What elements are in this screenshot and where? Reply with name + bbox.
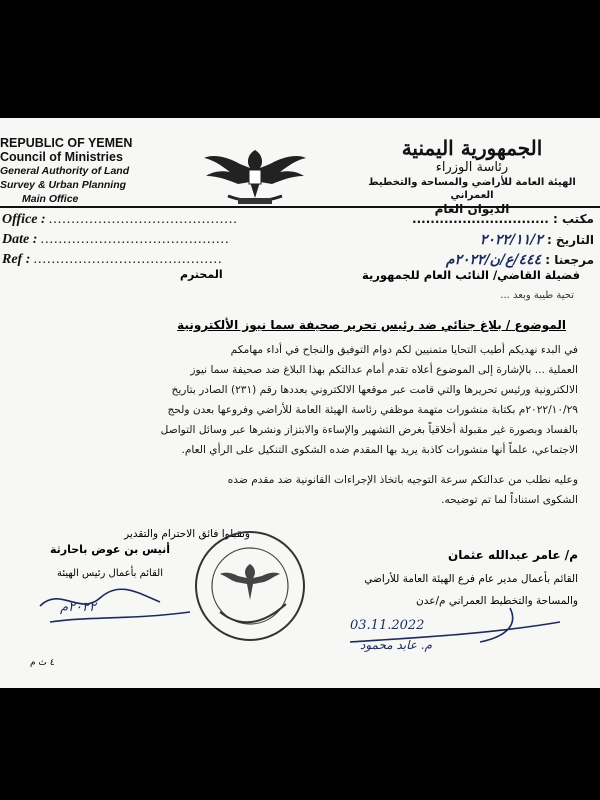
letter-subject: الموضوع / بلاغ جنائي ضد رئيس تحرير صحيفة سما نيوز الألكترونية: [177, 318, 566, 332]
body-line: الاجتماعي، علماً أنها منشورات كاذبة يريد بها المقدم ضده الشكوى التنكيل على الرأي العام.: [181, 444, 578, 456]
letter-body: [22, 340, 578, 510]
signatory-role-left: القائم بأعمال رئيس الهيئة: [56, 568, 163, 579]
signatory-name-right: م/ عامر عبدالله عثمان: [447, 548, 578, 562]
ref-value-ar: ٤٤٤/ع/ن/٢٠٢٢م: [445, 252, 542, 268]
ref-field-en: [2, 252, 223, 268]
arabic-header: [352, 136, 592, 217]
office-field-en: [2, 212, 238, 228]
letter-page: [0, 118, 600, 688]
english-header: [0, 136, 160, 206]
letter-greeting: تحية طيبة وبعد ...: [500, 290, 574, 301]
date-field-en: [2, 232, 230, 248]
date-label-ar: التاريخ :: [546, 233, 594, 247]
office-label-ar: مكتب :: [553, 212, 594, 226]
request-line-2: الشكوى استناداً لما تم توضيحه.: [441, 494, 578, 506]
header-divider: [0, 206, 600, 208]
office-label-en: Office :: [2, 212, 46, 227]
header-ar-line4: الديوان العام: [434, 202, 510, 216]
handwritten-date-right: 03.11.2022: [350, 618, 425, 633]
office-dots: ..........................................: [49, 212, 239, 227]
header-ar-line1: الجمهورية اليمنية: [401, 136, 543, 160]
letter-addressee: فضيلة القاضي/ النائب العام للجمهورية: [361, 268, 580, 282]
yemen-eagle-emblem: [200, 144, 310, 208]
request-line: وعليه نطلب من عدالتكم سرعة التوجيه باتخاذ الإجراءات القانونية ضد مقدم ضده: [227, 474, 578, 486]
header-en-line4: Survey & Urban Planning: [0, 179, 127, 191]
header-en-line5: Main Office: [22, 193, 79, 205]
ref-dots: ..........................................: [33, 252, 223, 267]
body-line: ٢٠٢٢/١٠/٢٩م بكتابة منشورات متهمة موظفي رئاسة الهيئة العامة للأراضي وفروعها بعدن ولحج: [167, 404, 578, 416]
header-ar-line3: الهيئة العامة للأراضي والمساحة والتخطيط العمراني: [368, 177, 576, 201]
body-line: بالفساد وبصورة غير مقبولة أخلاقياً بغرض التشهير والإساءة والابتزاز ونشرها عبر وسائل التواصل: [160, 424, 578, 436]
office-field-ar: مكتب : ..............................: [412, 212, 594, 226]
signature-block-left: [30, 543, 190, 579]
signatory-role-right-2: والمساحة والتخطيط العمراني م/عدن: [415, 595, 578, 607]
official-stamp: [190, 526, 310, 646]
handwritten-note: م. عابد محمود: [360, 638, 432, 652]
signatory-name-left: أنيس بن عوض باحارثة: [49, 543, 171, 556]
date-value-ar: ٢٠٢٢/١١/٢: [479, 232, 543, 248]
body-line: الالكترونية ورئيس تحريرها والتي قامت عبر موقعها الالكتروني بعددها رقم (٢٣١) الصادر بتاريخ: [171, 384, 578, 396]
ref-field-ar: [446, 252, 594, 268]
footer-reference: ٤ ث م: [30, 658, 55, 668]
body-line: في البدء نهديكم أطيب التحايا متمنيين لكم دوام التوفيق والنجاح في أداء مهامكم: [230, 344, 578, 356]
date-label-en: Date :: [2, 232, 38, 247]
handwritten-date-left: ٢٠٢٢م: [60, 600, 96, 615]
handwritten-signature-left: [30, 576, 200, 636]
header-en-line2: Council of Ministries: [0, 150, 123, 164]
header-en-line1: REPUBLIC OF YEMEN: [0, 136, 133, 150]
body-line: العملية ... بالإشارة إلى الموضوع أعلاه تقدم أمام عدالتكم بهذا البلاغ ضد صحيفة سما نيوز: [190, 364, 578, 376]
date-field-ar: [480, 232, 594, 248]
header-ar-line2: رئاسة الوزراء: [435, 160, 509, 175]
respect-title: المحترم: [180, 268, 223, 281]
ref-label-ar: مرجعنا :: [545, 253, 594, 267]
header-en-line3: General Authority of Land: [0, 165, 130, 177]
ref-label-en: Ref :: [2, 252, 31, 267]
signatory-role-right-1: القائم بأعمال مدير عام فرع الهيئة العامة للأراضي: [364, 573, 578, 585]
closing-regards: وتقبلوا فائق الاحترام والتقدير: [124, 528, 250, 540]
date-dots: ..........................................: [40, 232, 230, 247]
